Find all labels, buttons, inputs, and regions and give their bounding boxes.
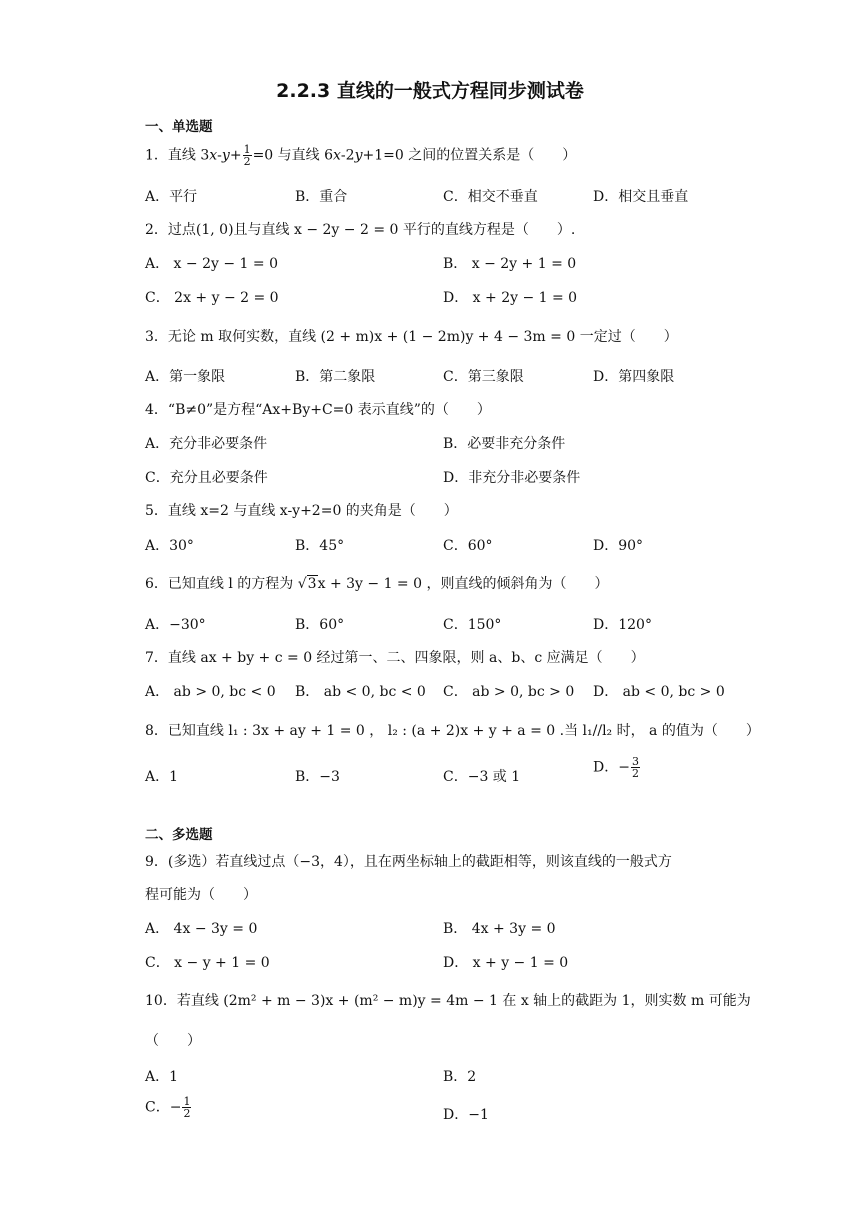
option-d[interactable]: D．非充分非必要条件 [443,470,581,486]
option-d[interactable]: D．120° [593,617,652,633]
option-c[interactable]: C． ab > 0, bc > 0 [443,684,575,700]
option-b[interactable]: B．必要非充分条件 [443,436,566,452]
fraction-one-half: $\frac{1}{2}$ [243,143,251,168]
option-b[interactable]: B．第二象限 [295,369,376,385]
option-d[interactable]: D． ab < 0, bc > 0 [593,684,725,700]
option-d[interactable]: D．相交且垂直 [593,189,689,205]
option-d[interactable]: D． x + y − 1 = 0 [443,955,569,971]
options-q3 [145,366,705,388]
option-a[interactable]: A．−30° [145,617,206,633]
question-2: 2．过点(1, 0)且与直线 x − 2y − 2 = 0 平行的直线方程是（ ）. [145,222,576,238]
option-c[interactable]: C．−3 或 1 [443,769,521,785]
options-q5 [145,535,705,557]
options-q2-row2 [145,287,705,309]
question-4: 4．“B≠0”是方程“Ax+By+C=0 表示直线”的（ ） [145,402,491,418]
option-a[interactable]: A．1 [145,1069,179,1085]
fraction-three-halves: $\frac{3}{2}$ [631,755,639,780]
option-b[interactable]: B． 4x + 3y = 0 [443,921,556,937]
sqrt-symbol: √3 [297,576,317,592]
option-a[interactable]: A． x − 2y − 1 = 0 [145,256,278,272]
options-q4-row2 [145,467,705,489]
options-q4-row1 [145,433,705,455]
question-9-line-2: 程可能为（ ） [145,887,257,903]
option-d[interactable]: D．90° [593,538,644,554]
option-b[interactable]: B．重合 [295,189,348,205]
option-c[interactable]: C．第三象限 [443,369,524,385]
option-d[interactable]: D．−1 [443,1107,489,1123]
option-a[interactable]: A．充分非必要条件 [145,436,268,452]
option-d[interactable]: D．第四象限 [593,369,675,385]
option-b[interactable]: B．60° [295,617,345,633]
option-a[interactable]: A．第一象限 [145,369,226,385]
question-8: 8．已知直线 l₁ : 3x + ay + 1 = 0 ， l₂ : (a + 2)x + y + a = 0 .当 l₁//l₂ 时， a 的值为（ ） [145,723,760,739]
question-7: 7．直线 ax + by + c = 0 经过第一、二、四象限，则 a、b、c 应满足（ ） [145,650,645,666]
option-d[interactable]: D． x + 2y − 1 = 0 [443,290,578,306]
option-b[interactable]: B．2 [443,1069,477,1085]
question-6: 6．已知直线 l 的方程为 √3x + 3y − 1 = 0 ，则直线的倾斜角为（ ） [145,576,609,592]
option-a[interactable]: A．30° [145,538,194,554]
options-q2-row1 [145,253,705,275]
options-q7 [145,681,725,703]
option-a[interactable]: A．1 [145,769,179,785]
options-q9-row1 [145,918,705,940]
section-heading-single-choice: 一、单选题 [145,119,213,135]
option-c[interactable]: C．150° [443,617,502,633]
option-a[interactable]: A． ab > 0, bc < 0 [145,684,276,700]
option-c[interactable]: C．60° [443,538,493,554]
question-5: 5．直线 x=2 与直线 x-y+2=0 的夹角是（ ） [145,503,458,519]
fraction-one-half: $\frac{1}{2}$ [183,1095,191,1120]
question-10-line-1: 10．若直线 (2m² + m − 3)x + (m² − m)y = 4m − 1 在 x 轴上的截距为 1，则实数 m 可能为 [145,993,751,1009]
page-title: 2.2.3 直线的一般式方程同步测试卷 [276,80,584,102]
option-c[interactable]: C． 2x + y − 2 = 0 [145,290,279,306]
question-10-line-2: （ ） [145,1033,201,1049]
options-q6 [145,614,705,636]
section-heading-multi-choice: 二、多选题 [145,827,213,843]
option-b[interactable]: B．−3 [295,769,340,785]
option-b[interactable]: B．45° [295,538,345,554]
option-b[interactable]: B． x − 2y + 1 = 0 [443,256,577,272]
option-c[interactable]: C．相交不垂直 [443,189,538,205]
option-c[interactable]: C．− $\frac{1}{2}$ [145,1095,191,1120]
option-c[interactable]: C．充分且必要条件 [145,470,268,486]
options-q9-row2 [145,952,705,974]
option-b[interactable]: B． ab < 0, bc < 0 [295,684,426,700]
question-9-line-1: 9．(多选）若直线过点（−3，4），且在两坐标轴上的截距相等，则该直线的一般式方 [145,854,672,870]
option-a[interactable]: A． 4x − 3y = 0 [145,921,258,937]
option-d[interactable]: D．− $\frac{3}{2}$ [593,755,639,780]
option-a[interactable]: A．平行 [145,189,198,205]
option-c[interactable]: C． x − y + 1 = 0 [145,955,270,971]
options-q10-row2 [145,1095,705,1136]
options-q8 [145,755,705,802]
question-1: 1．直线 3x-y+ $\frac{1}{2}$ =0 与直线 6x-2y+1=0 之间的位置关系是（ ） [145,143,577,168]
options-q10-row1 [145,1066,705,1088]
question-3: 3．无论 m 取何实数，直线 (2 + m)x + (1 − 2m)y + 4 − 3m = 0 一定过（ ） [145,329,678,345]
options-q1 [145,186,705,208]
